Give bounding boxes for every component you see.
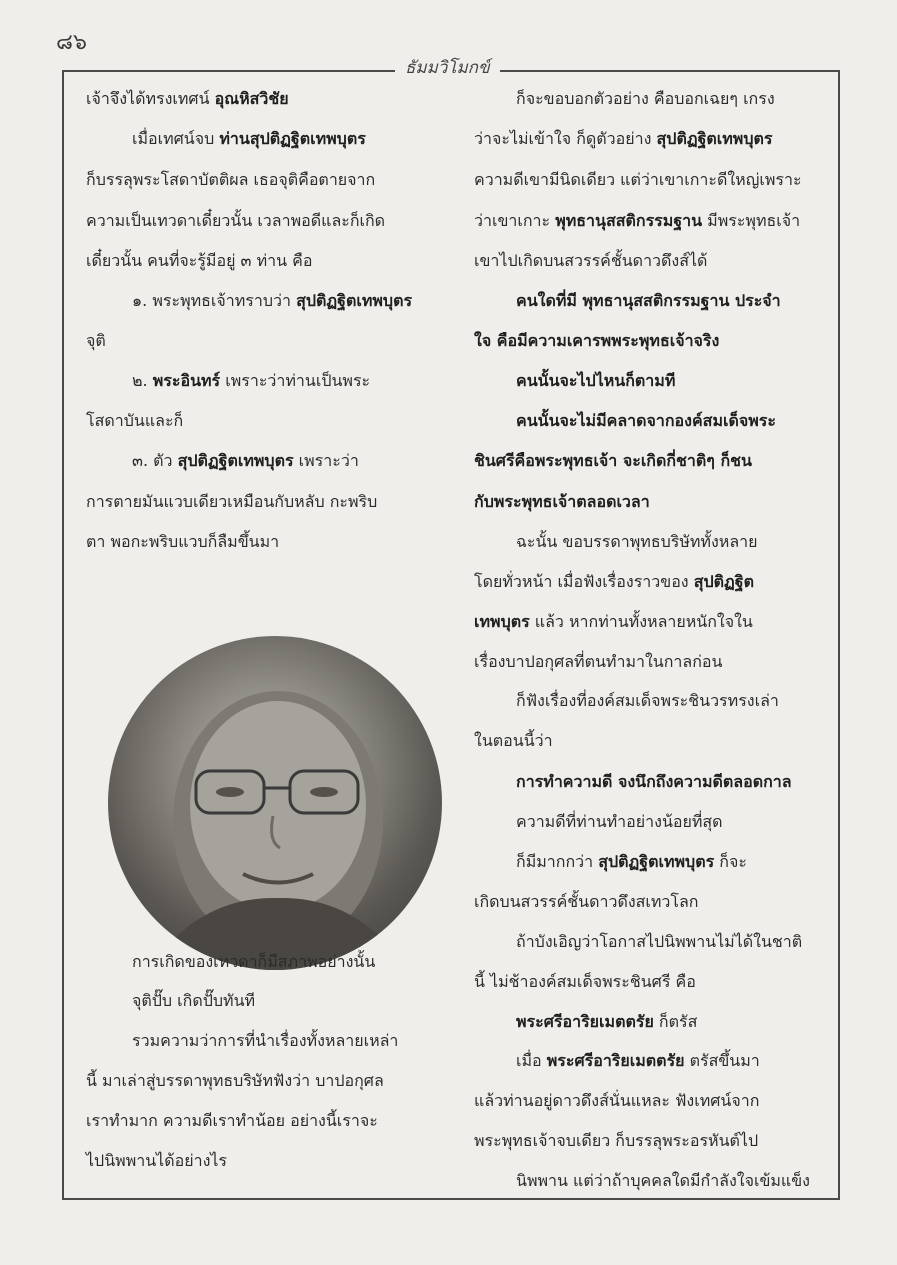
running-title: ธัมมวิโมกข์ (395, 54, 500, 81)
right-column-line (474, 209, 800, 234)
bold-text: สุปติฏฐิตเทพบุตร (177, 451, 294, 470)
bold-text: สุปติฏฐิตเทพบุตร (598, 852, 715, 871)
bold-text: คนใดที่มี พุทธานุสสติกรรมฐาน ประจำ (516, 291, 781, 310)
text: จุติปั๊บ เกิดปั๊บทันที (132, 991, 256, 1010)
left-column-line (86, 530, 279, 555)
text: แล้วท่านอยู่ดาวดึงส์นั่นแหละ ฟังเทศน์จาก (474, 1091, 760, 1110)
right-column-line (474, 127, 773, 152)
right-column-line (474, 168, 802, 193)
text: การตายมันแวบเดียวเหมือนกับหลับ กะพริบ (86, 492, 378, 511)
text: ตา พอกะพริบแวบก็ลืมขึ้นมา (86, 532, 280, 551)
text: ความเป็นเทวดาเดี๋ยวนั้น เวลาพอดีและก็เกิด (86, 211, 386, 230)
text: เดี๋ยวนั้น คนที่จะรู้มีอยู่ ๓ ท่าน คือ (86, 251, 313, 270)
text: การเกิดของเทวดาก็มีสภาพอย่างนั้น (132, 952, 376, 971)
left-column-line (132, 289, 412, 314)
text: ถ้าบังเอิญว่าโอกาสไปนิพพานไม่ได้ในชาติ (516, 932, 803, 951)
right-column-line (516, 1169, 810, 1194)
left-column-line (86, 249, 312, 274)
left-column-line (132, 449, 359, 474)
text: ๓. ตัว (132, 451, 178, 470)
right-column-line (474, 610, 753, 635)
bold-text: พระอินทร์ (152, 371, 221, 390)
bold-text: พุทธานุสสติกรรมฐาน (555, 211, 703, 230)
text: แล้ว หากท่านทั้งหลายหนักใจใน (529, 612, 753, 631)
text: จุติ (86, 331, 106, 350)
text: นี้ ไม่ช้าองค์สมเด็จพระชินศรี คือ (474, 972, 696, 991)
right-column-line (516, 850, 747, 875)
left-column-line (86, 168, 375, 193)
bold-text: กับพระพุทธเจ้าตลอดเวลา (474, 492, 650, 511)
text: โดยทั่วหน้า เมื่อฟังเรื่องราวของ (474, 572, 694, 591)
text: ก็จะ (714, 852, 747, 871)
right-column-line (474, 449, 752, 474)
text: นิพพาน แต่ว่าถ้าบุคคลใดมีกำลังใจเข้มแข็ง (516, 1171, 810, 1190)
right-column-line (474, 1129, 758, 1154)
text: เกิดบนสวรรค์ชั้นดาวดึงสเทวโลก (474, 892, 699, 911)
right-column-line (516, 1049, 760, 1074)
right-column-line (516, 770, 792, 795)
text: ไปนิพพานได้อย่างไร (86, 1151, 228, 1170)
text: เมื่อ (516, 1051, 547, 1070)
left-column-line (86, 209, 385, 234)
text: ก็บรรลุพระโสดาบัตติผล เธอจุติคือตายจาก (86, 170, 376, 189)
text: เรื่องบาปอกุศลที่ตนทำมาในกาลก่อน (474, 652, 723, 671)
left-column-line (86, 409, 183, 434)
text: รวมความว่าการที่นำเรื่องทั้งหลายเหล่า (132, 1031, 399, 1050)
bold-text: อุณหิสวิชัย (214, 89, 289, 108)
right-column-line (516, 409, 776, 434)
right-column-line (474, 890, 699, 915)
right-column-line (474, 1089, 759, 1114)
monk-portrait-photo (108, 636, 442, 970)
bold-text: เทพบุตร (474, 612, 530, 631)
left-column-line (132, 369, 370, 394)
bold-text: ใจ คือมีความเคารพพระพุทธเจ้าจริง (474, 331, 720, 350)
text: ตรัสขึ้นมา (684, 1051, 760, 1070)
right-column-line (474, 650, 722, 675)
right-column-line (516, 930, 802, 955)
text: ในตอนนี้ว่า (474, 731, 553, 750)
text: เพราะว่า (293, 451, 359, 470)
text: มีพระพุทธเจ้า (702, 211, 801, 230)
bold-text: คนนั้นจะไปไหนก็ตามที (516, 371, 676, 390)
text: ว่าจะไม่เข้าใจ ก็ดูตัวอย่าง (474, 129, 657, 148)
left-column-line (86, 329, 106, 354)
text: ก็ตรัส (653, 1012, 698, 1031)
right-column-line (516, 1010, 697, 1035)
right-column-line (516, 289, 781, 314)
right-column-line (474, 249, 707, 274)
right-column-line (516, 369, 675, 394)
left-column-line (132, 989, 255, 1014)
text: ก็จะขอบอกตัวอย่าง คือบอกเฉยๆ เกรง (516, 89, 775, 108)
text: ว่าเขาเกาะ (474, 211, 556, 230)
right-column-line (474, 570, 754, 595)
text: พระพุทธเจ้าจบเดียว ก็บรรลุพระอรหันต์ไป (474, 1131, 759, 1150)
right-column-line (516, 689, 779, 714)
bold-text: ท่านสุปติฏฐิตเทพบุตร (219, 129, 366, 148)
left-column-line (86, 490, 377, 515)
text: เพราะว่าท่านเป็นพระ (220, 371, 371, 390)
bold-text: พระศรีอาริยเมตตรัย (516, 1012, 654, 1031)
text: เราทำมาก ความดีเราทำน้อย อย่างนี้เราจะ (86, 1111, 378, 1130)
text: เขาไปเกิดบนสวรรค์ชั้นดาวดึงส์ได้ (474, 251, 708, 270)
bold-text: การทำความดี จงนึกถึงความดีตลอดกาล (516, 772, 792, 791)
right-column-line (516, 530, 758, 555)
left-column-line (86, 87, 289, 112)
bold-text: พระศรีอาริยเมตตรัย (546, 1051, 685, 1070)
text: ฉะนั้น ขอบรรดาพุทธบริษัททั้งหลาย (516, 532, 758, 551)
page-number: ๘๖ (56, 30, 87, 55)
bold-text: ชินศรีคือพระพุทธเจ้า จะเกิดกี่ชาติๆ ก็ชน (474, 451, 752, 470)
left-column-line (132, 127, 366, 152)
right-column-line (516, 87, 775, 112)
text: นี้ มาเล่าสู่บรรดาพุทธบริษัทฟังว่า บาปอกุศล (86, 1071, 384, 1090)
text: ๑. พระพุทธเจ้าทราบว่า (132, 291, 297, 310)
right-column-line (474, 490, 650, 515)
bold-text: สุปติฏฐิต (693, 572, 754, 591)
text: ความดีที่ท่านทำอย่างน้อยที่สุด (516, 812, 723, 831)
left-column-line (132, 950, 375, 975)
bold-text: คนนั้นจะไม่มีคลาดจากองค์สมเด็จพระ (516, 411, 776, 430)
left-column-line (86, 1069, 384, 1094)
left-column-line (86, 1149, 227, 1174)
text: ๒. (132, 371, 153, 390)
right-column-line (474, 729, 553, 754)
bold-text: สุปติฏฐิตเทพบุตร (296, 291, 413, 310)
right-column-line (474, 329, 719, 354)
text: ก็มีมากกว่า (516, 852, 599, 871)
left-column-line (86, 1109, 378, 1134)
left-column-line (132, 1029, 398, 1054)
right-column-line (516, 810, 723, 835)
text: เมื่อเทศน์จบ (132, 129, 220, 148)
text: ความดีเขามีนิดเดียว แต่ว่าเขาเกาะดีใหญ่เพราะ (474, 170, 802, 189)
text: เจ้าจึงได้ทรงเทศน์ (86, 89, 215, 108)
text: ก็ฟังเรื่องที่องค์สมเด็จพระชินวรทรงเล่า (516, 691, 779, 710)
right-column-line (474, 970, 696, 995)
text: โสดาบันและก็ (86, 411, 184, 430)
bold-text: สุปติฏฐิตเทพบุตร (656, 129, 773, 148)
